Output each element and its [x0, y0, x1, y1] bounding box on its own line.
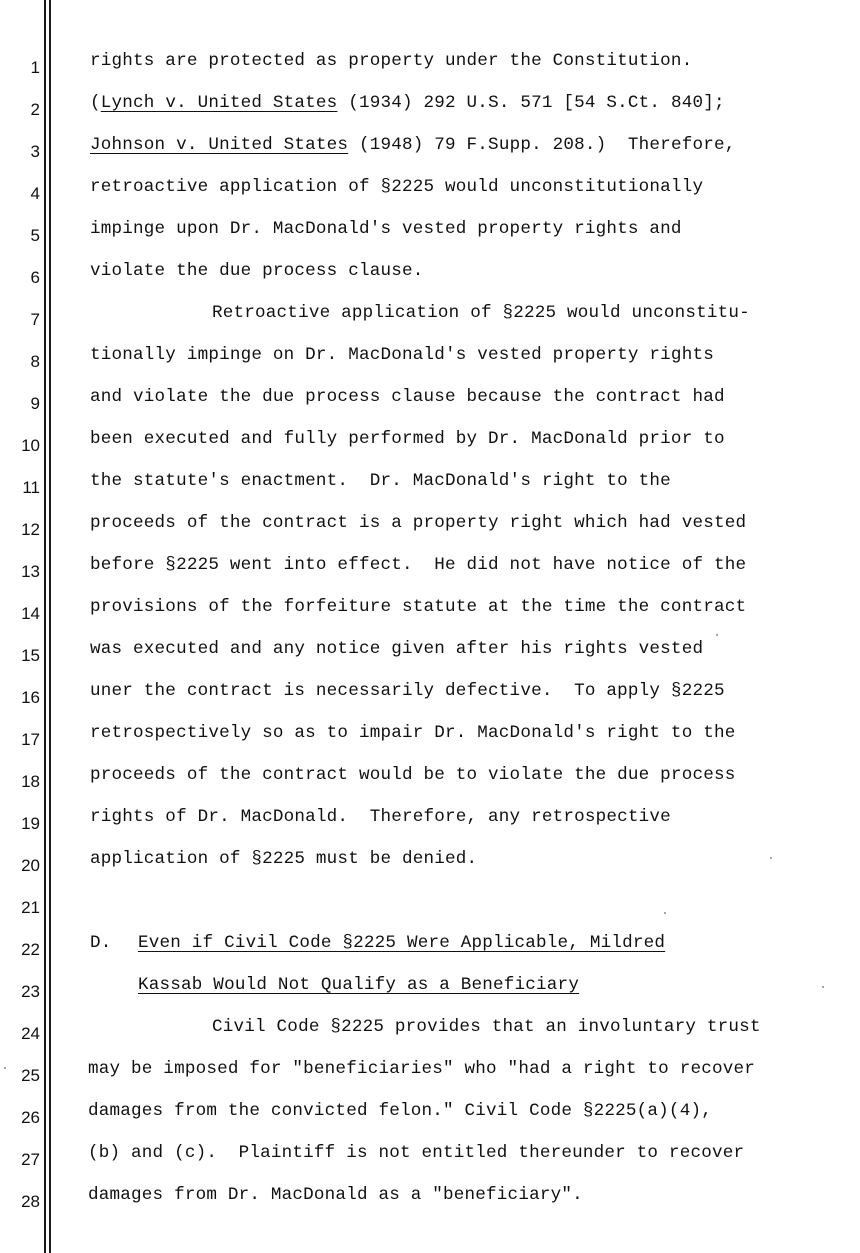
section-heading: Kassab Would Not Qualify as a Beneficiary	[138, 975, 580, 995]
line-number: 9	[30, 394, 40, 413]
citation-detail: (1934) 292 U.S. 571 [54 S.Ct. 840];	[337, 93, 725, 113]
line-number: 17	[21, 730, 40, 749]
scan-speck	[4, 1067, 6, 1069]
line-number: 10	[21, 436, 40, 455]
body-line: been executed and fully performed by Dr. MacDonald prior to	[90, 429, 725, 449]
body-line: proceeds of the contract is a property right which had vested	[90, 513, 747, 533]
line-number: 21	[21, 898, 40, 917]
body-line: and violate the due process clause because the contract had	[90, 387, 725, 407]
line-number: 4	[30, 184, 40, 203]
line-number: 7	[30, 310, 40, 329]
paragraph-first-line: Civil Code §2225 provides that an involuntary trust	[212, 1017, 761, 1037]
body-line: uner the contract is necessarily defective. To apply §2225	[90, 681, 725, 701]
scan-speck	[822, 986, 824, 988]
scan-speck	[664, 912, 666, 914]
body-line: impinge upon Dr. MacDonald's vested property rights and	[90, 219, 682, 239]
body-line: application of §2225 must be denied.	[90, 849, 478, 869]
line-number: 8	[30, 352, 40, 371]
line-number: 1	[30, 58, 40, 77]
line-number: 20	[21, 856, 40, 875]
line-number: 24	[21, 1024, 40, 1043]
section-label: D.	[90, 933, 112, 953]
body-line: tionally impinge on Dr. MacDonald's vested property rights	[90, 345, 714, 365]
body-line: before §2225 went into effect. He did not have notice of the	[90, 555, 747, 575]
line-number: 26	[21, 1108, 40, 1127]
line-number: 15	[21, 646, 40, 665]
body-line: retrospectively so as to impair Dr. MacDonald's right to the	[90, 723, 736, 743]
line-number: 5	[30, 226, 40, 245]
body-line: was executed and any notice given after his rights vested	[90, 639, 704, 659]
line-number: 23	[21, 982, 40, 1001]
scan-speck	[716, 634, 718, 636]
body-line: may be imposed for "beneficiaries" who "had a right to recover	[88, 1059, 755, 1079]
line-number: 27	[21, 1150, 40, 1169]
body-line: damages from Dr. MacDonald as a "beneficiary".	[88, 1185, 583, 1205]
line-number: 22	[21, 940, 40, 959]
case-citation: Johnson v. United States	[90, 135, 349, 155]
body-line: (b) and (c). Plaintiff is not entitled thereunder to recover	[88, 1143, 745, 1163]
line-number: 3	[30, 142, 40, 161]
line-number: 6	[30, 268, 40, 287]
paren-open: (	[90, 93, 101, 113]
body-line	[90, 134, 736, 156]
line-number: 13	[21, 562, 40, 581]
body-line	[90, 92, 725, 114]
margin-rule-left	[44, 0, 46, 1253]
line-number: 16	[21, 688, 40, 707]
body-line: violate the due process clause.	[90, 261, 424, 281]
line-number: 11	[22, 478, 40, 497]
case-citation: Lynch v. United States	[100, 93, 338, 113]
line-number: 19	[21, 814, 40, 833]
body-line: proceeds of the contract would be to violate the due process	[90, 765, 736, 785]
line-number: 12	[21, 520, 40, 539]
body-line: damages from the convicted felon." Civil Code §2225(a)(4),	[88, 1101, 712, 1121]
body-line: provisions of the forfeiture statute at the time the contract	[90, 597, 747, 617]
scan-speck	[770, 857, 772, 859]
line-number: 14	[21, 604, 40, 623]
margin-rule-right	[49, 0, 51, 1253]
body-line: rights of Dr. MacDonald. Therefore, any retrospective	[90, 807, 671, 827]
line-number: 28	[21, 1192, 40, 1211]
line-number: 18	[21, 772, 40, 791]
citation-detail: (1948) 79 F.Supp. 208.) Therefore,	[348, 135, 736, 155]
paragraph-first-line: Retroactive application of §2225 would unconstitu-	[212, 303, 750, 323]
line-number: 25	[21, 1066, 40, 1085]
section-heading: Even if Civil Code §2225 Were Applicable, Mildred	[138, 933, 666, 953]
body-line: rights are protected as property under the Constitution.	[90, 51, 693, 71]
body-line: the statute's enactment. Dr. MacDonald's right to the	[90, 471, 671, 491]
body-line: retroactive application of §2225 would unconstitutionally	[90, 177, 704, 197]
line-number: 2	[30, 100, 40, 119]
